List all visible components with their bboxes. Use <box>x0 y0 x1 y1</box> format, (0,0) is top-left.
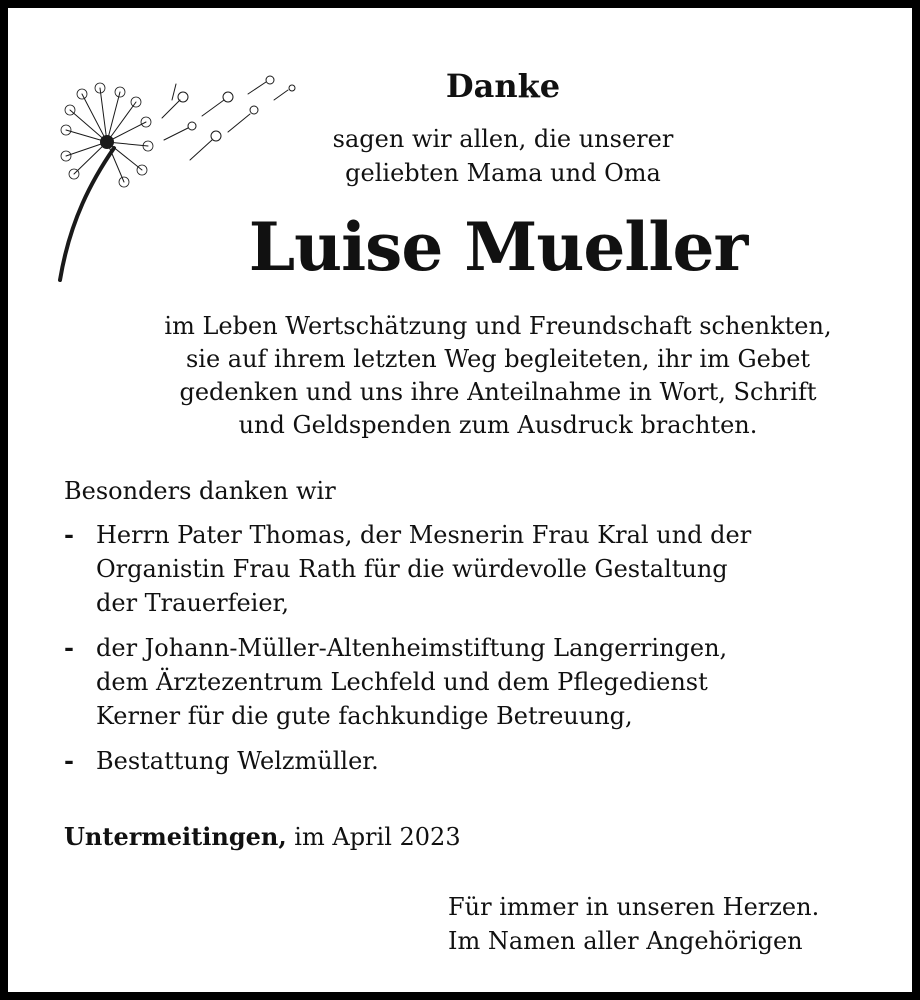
dash-bullet: - <box>64 746 74 775</box>
thanks-item <box>64 631 884 733</box>
deceased-name: Luise Mueller <box>248 208 748 286</box>
dash-bullet: - <box>64 520 74 549</box>
thanks-line: Bestattung Welzmüller. <box>96 747 379 775</box>
intro-line: sagen wir allen, die unserer <box>332 125 674 153</box>
thanks-line: Herrn Pater Thomas, der Mesnerin Frau Kral und der <box>96 521 752 549</box>
place-date-line <box>64 820 461 854</box>
message-line: im Leben Wertschätzung und Freundschaft schenkten, <box>164 312 832 340</box>
intro-line: geliebten Mama und Oma <box>345 159 661 187</box>
thanks-line: der Johann-Müller-Altenheimstiftung Langerringen, <box>96 634 728 662</box>
notice-message <box>108 310 888 442</box>
place-name: Untermeitingen, <box>64 822 287 851</box>
dash-bullet: - <box>64 633 74 662</box>
notice-intro <box>228 122 778 190</box>
thanks-line: dem Ärztezentrum Lechfeld und dem Pflegedienst <box>96 668 708 696</box>
thanks-list <box>64 518 884 789</box>
closing-line: Für immer in unseren Herzen. <box>448 893 820 921</box>
thanks-line: Kerner für die gute fachkundige Betreuung, <box>96 702 633 730</box>
thanks-item <box>64 518 884 620</box>
date-text: im April 2023 <box>286 823 461 851</box>
message-line: gedenken und uns ihre Anteilnahme in Wort, Schrift <box>179 378 817 406</box>
thanks-item <box>64 744 884 778</box>
thanks-line: Organistin Frau Rath für die würdevolle Gestaltung <box>96 555 728 583</box>
closing-signature <box>448 890 888 958</box>
notice-heading: Danke <box>445 67 561 105</box>
message-line: sie auf ihrem letzten Weg begleiteten, ihr im Gebet <box>185 345 811 373</box>
message-line: und Geldspenden zum Ausdruck brachten. <box>238 411 758 439</box>
thanks-intro: Besonders danken wir <box>64 477 336 505</box>
closing-line: Im Namen aller Angehörigen <box>448 927 803 955</box>
thanks-line: der Trauerfeier, <box>96 589 290 617</box>
